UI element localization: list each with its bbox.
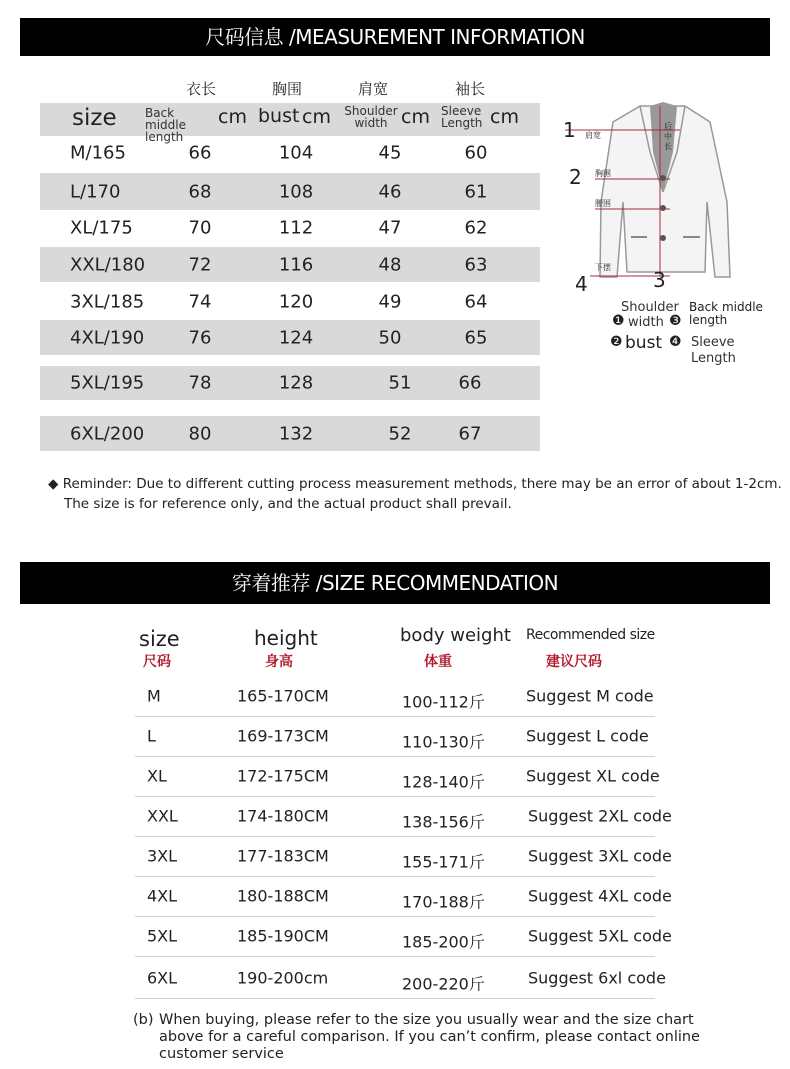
footnote-line-2: above for a careful comparison. If you can’t confirm, please contact online [159,1029,700,1045]
measurement-row [40,416,540,451]
recommendation-title-bar [20,562,770,604]
marker-2-icon: ❷ [610,334,623,350]
recommendation-row [135,796,672,837]
col-bust: bust [258,105,300,127]
cell-shoulder: 51 [388,372,412,394]
cell-recommended: Suggest 5XL code [528,926,672,946]
cell-height: 165-170CM [237,686,329,706]
col-back-unit: cm [218,106,247,128]
cell-size: 5XL [147,926,178,946]
rec-col-size-cn: 尺码 [143,654,171,670]
cell-size: XXL [147,806,178,826]
cell-bust: 124 [278,327,314,348]
recommendation-row [135,958,666,999]
cell-size: 3XL [147,846,178,866]
col-size: size [72,105,117,131]
measurement-row [40,320,540,355]
marker-2: 2 [569,165,582,189]
cell-sleeve: 62 [464,217,488,239]
rec-col-size: size [139,627,180,651]
cell-size: M/165 [70,142,126,164]
cell-recommended: Suggest L code [526,726,649,746]
cell-sleeve: 63 [464,254,488,275]
diamond-bullet-icon: ◆ [48,476,63,492]
cell-shoulder: 46 [378,181,402,202]
footnote [133,1012,759,1063]
cell-back-length: 80 [188,423,212,444]
col-sleeve-unit: cm [490,106,519,128]
cell-back-length: 78 [188,372,212,394]
cell-size: XL/175 [70,217,133,239]
marker-3: 3 [653,268,666,292]
cell-bust: 128 [278,372,314,394]
cell-height: 177-183CM [237,846,329,866]
cell-size: 4XL [147,886,178,906]
col-cn-back: 衣长 [186,80,217,98]
cell-back-length: 68 [188,181,212,202]
footnote-line-1: When buying, please refer to the size you usually wear and the size chart [159,1012,694,1028]
marker-4: 4 [575,272,588,296]
cell-height: 185-190CM [237,926,329,946]
cn-hem: 下摆 [595,263,611,272]
marker-3-icon: ❸ [669,313,682,329]
cell-weight: 200-220斤 [402,974,485,994]
cell-sleeve: 61 [464,181,488,202]
cell-shoulder: 52 [388,423,412,444]
cell-recommended: Suggest 4XL code [528,886,672,906]
cell-bust: 116 [278,254,314,275]
col-cn-bust: 胸围 [272,80,303,98]
marker-1-icon: ❶ [612,313,625,329]
recommendation-row [135,876,672,917]
cell-weight: 100-112斤 [402,692,485,712]
cell-recommended: Suggest XL code [526,766,660,786]
cell-back-length: 70 [188,217,212,239]
measurement-row [40,135,540,171]
cell-weight: 155-171斤 [402,852,485,872]
col-cn-sleeve: 袖长 [455,80,486,98]
cell-back-length: 74 [188,291,212,313]
footnote-line-3: customer service [159,1046,284,1062]
col-bust-unit: cm [302,106,331,128]
reminder [48,474,782,514]
cell-size: 5XL/195 [70,372,145,394]
cell-recommended: Suggest 6xl code [528,968,666,988]
measurement-row [40,247,540,282]
legend-width: width [628,315,664,330]
marker-4-icon: ❹ [669,334,682,350]
jacket-diagram [555,92,775,372]
cell-weight: 170-188斤 [402,892,485,912]
recommendation-row [135,716,655,757]
cell-height: 174-180CM [237,806,329,826]
cell-bust: 112 [278,217,314,239]
legend-sleeve: Sleeve [691,335,735,350]
cell-height: 169-173CM [237,726,329,746]
cell-size: L [147,726,156,746]
measurement-title: 尺码信息 /MEASUREMENT INFORMATION [205,25,585,49]
cell-bust: 120 [278,291,314,313]
cn-bust: 胸围 [595,169,611,178]
rec-col-recommended-cn: 建议尺码 [546,654,602,670]
cell-size: 3XL/185 [70,291,145,313]
cell-sleeve: 64 [464,291,488,313]
cell-height: 172-175CM [237,766,329,786]
legend-back-middle: Back middle [689,300,763,314]
cell-back-length: 66 [188,142,212,164]
cell-height: 190-200cm [237,968,329,988]
measurement-row [40,284,540,320]
cell-sleeve: 60 [464,142,488,164]
cell-size: 4XL/190 [70,327,145,348]
rec-col-height-cn: 身高 [265,654,293,670]
legend-length: length [689,313,728,327]
cn-waist: 腰围 [595,199,611,208]
col-shoulder: Shoulder width [344,104,398,130]
legend-sleeve-length: Length [691,351,736,366]
cell-size: 6XL/200 [70,423,145,444]
cell-sleeve: 65 [464,327,488,348]
cn-back: 后中长 [664,122,672,151]
cell-weight: 110-130斤 [402,732,485,752]
cell-weight: 128-140斤 [402,772,485,792]
rec-col-weight: body weight [400,625,511,646]
cell-bust: 108 [278,181,314,202]
cell-recommended: Suggest 3XL code [528,846,672,866]
cell-sleeve: 67 [458,423,482,444]
measurement-row [40,210,540,246]
measurement-title-bar [20,18,770,56]
cell-shoulder: 48 [378,254,402,275]
measurement-header-row [40,103,540,144]
cell-back-length: 72 [188,254,212,275]
recommendation-row [135,756,660,797]
cell-shoulder: 50 [378,327,402,348]
cell-shoulder: 47 [378,217,402,239]
marker-1: 1 [563,118,576,142]
cell-weight: 138-156斤 [402,812,485,832]
legend-bust: bust [625,333,663,353]
cell-size: L/170 [70,181,121,202]
rec-col-height: height [254,626,318,650]
cell-weight: 185-200斤 [402,932,485,952]
reminder-line-1: Reminder: Due to different cutting process measurement methods, there may be an error of about 1-2cm. [62,476,782,492]
cell-sleeve: 66 [458,372,482,394]
col-cn-shoulder: 肩宽 [358,80,389,98]
cell-size: XXL/180 [70,254,146,275]
legend-shoulder: Shoulder [621,300,679,315]
cell-back-length: 76 [188,327,212,348]
cell-size: 6XL [147,968,178,988]
measurement-row [40,173,540,210]
reminder-line-2: The size is for reference only, and the actual product shall prevail. [64,496,512,512]
recommendation-row [135,836,672,877]
footnote-marker: (b) [133,1012,154,1028]
col-sleeve: Sleeve Length [441,104,483,130]
cell-size: M [147,686,161,706]
col-shoulder-unit: cm [401,106,430,128]
recommendation-row [135,676,655,717]
recommendation-row [135,916,672,957]
recommendation-title: 穿着推荐 /SIZE RECOMMENDATION [231,571,559,595]
cell-bust: 104 [278,142,314,164]
rec-col-recommended: Recommended size [526,627,655,643]
cell-shoulder: 49 [378,291,402,313]
rec-col-weight-cn: 体重 [424,654,452,670]
measurement-row [40,366,540,400]
cell-recommended: Suggest 2XL code [528,806,672,826]
cell-recommended: Suggest M code [526,686,654,706]
cell-height: 180-188CM [237,886,329,906]
cell-size: XL [147,766,167,786]
col-back: Back middle length [145,106,186,144]
cell-bust: 132 [278,423,314,444]
cell-shoulder: 45 [378,142,402,164]
cn-shoulder: 肩宽 [585,131,601,140]
